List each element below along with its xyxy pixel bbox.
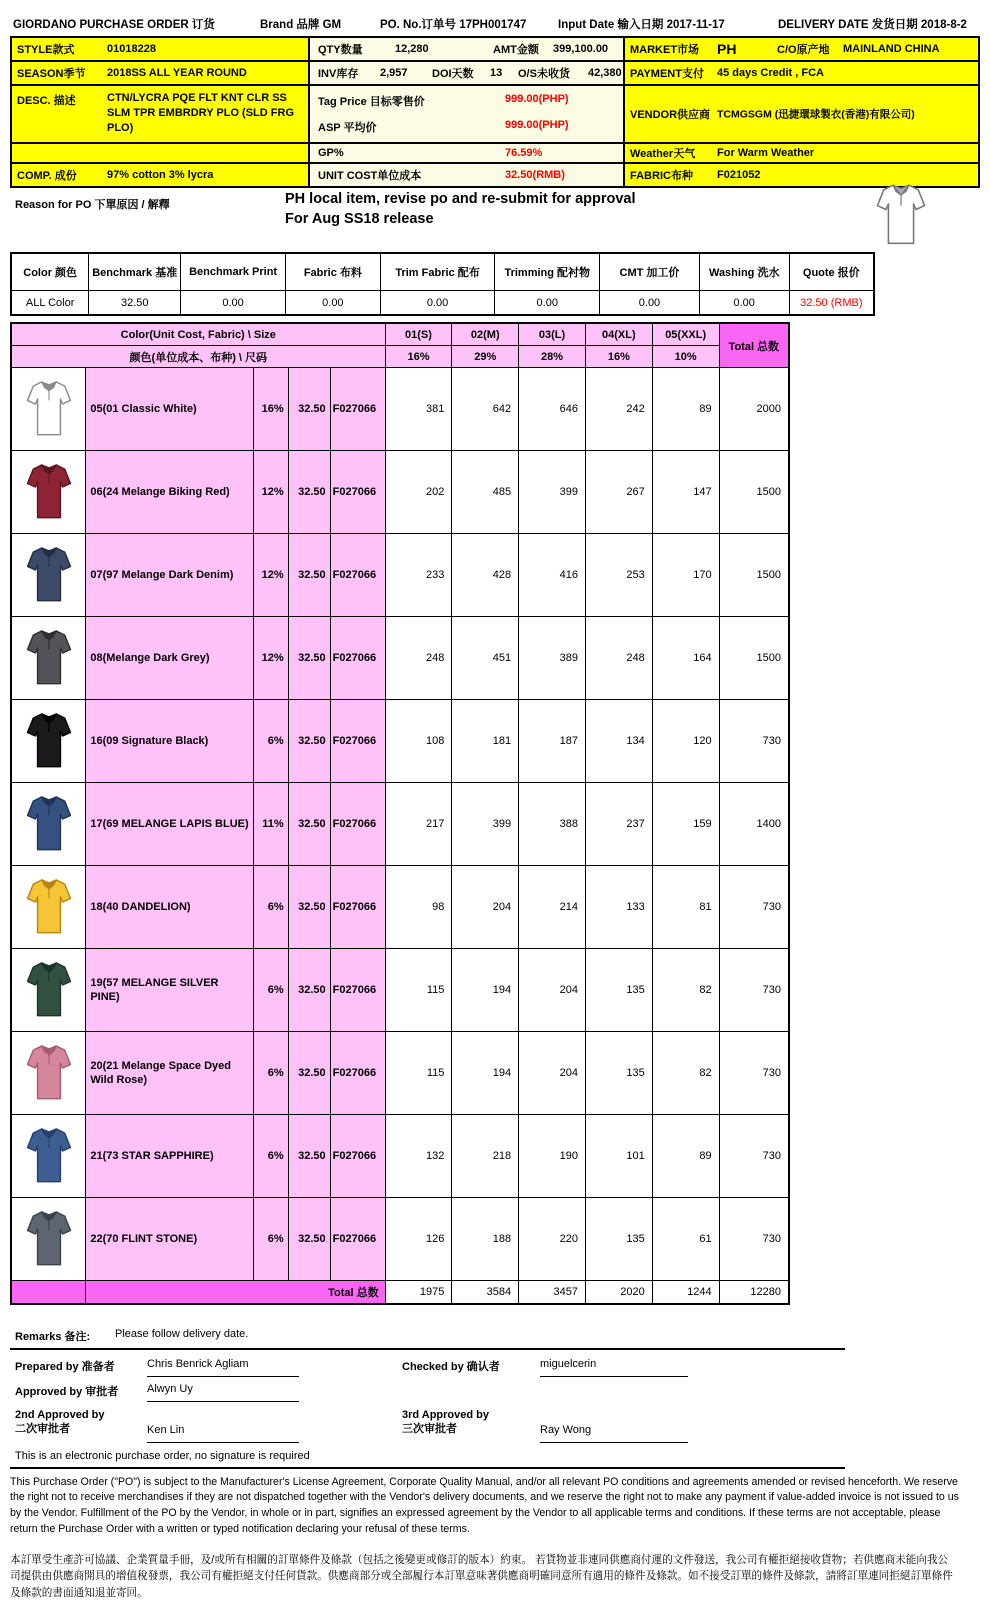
qty-value: 12,280 bbox=[395, 43, 429, 55]
fabric-code: F027066 bbox=[330, 866, 385, 949]
checked-by-value: miguelcerin bbox=[540, 1358, 688, 1377]
bench-val-benchmark-print: 0.00 bbox=[181, 291, 286, 316]
color-ratio: 6% bbox=[253, 866, 288, 949]
style-value: 01018228 bbox=[107, 43, 156, 55]
payment-label: PAYMENT支付 bbox=[630, 68, 704, 80]
qty-m: 399 bbox=[452, 783, 519, 866]
polo-shirt-icon bbox=[26, 1209, 72, 1269]
qty-l: 646 bbox=[519, 368, 586, 451]
bench-val-trimming: 0.00 bbox=[495, 291, 600, 316]
qty-l: 187 bbox=[519, 700, 586, 783]
tag-price-value: 999.00(PHP) bbox=[505, 93, 569, 105]
fabric-code: F027066 bbox=[330, 949, 385, 1032]
signature-row-1 bbox=[10, 1354, 980, 1379]
asp-label: ASP 平均价 bbox=[318, 122, 377, 134]
ratio-xl: 16% bbox=[585, 346, 652, 368]
terms-english: This Purchase Order ("PO") is subject to the Manufacturer's License Agreement, Corporate Quality Manual, and/or all relevant PO conditions and agreements amended or revised henceforth. We reserve the right not to receive merchandises if they are not dispatched together with the Vendor's delivery documents, and we reserve the right not to make any payment if value-added invoice is not issued to us by the Vendor. Fulfillment of the PO by the Vendor, in whole or in part, signifies an expressed agreement by the Vendor to all applicable terms and conditions. If these terms are not acceptable, please return the Purchase Order with a written or typed notification declaring your refusal of these terms. bbox=[10, 1475, 959, 1536]
reason-text bbox=[285, 190, 636, 229]
second-approved-by-value: Ken Lin bbox=[147, 1424, 299, 1443]
unit-cost: 32.50 bbox=[288, 368, 330, 451]
qty-m: 451 bbox=[452, 617, 519, 700]
ratio-m: 29% bbox=[452, 346, 519, 368]
size-header-row-2 bbox=[11, 346, 789, 368]
qty-s: 126 bbox=[385, 1198, 452, 1281]
qty-xxl: 159 bbox=[652, 783, 719, 866]
qty-xl: 134 bbox=[585, 700, 652, 783]
product-thumbnail-cell bbox=[11, 783, 86, 866]
row-total: 2000 bbox=[719, 368, 789, 451]
market-cell bbox=[625, 38, 978, 62]
row-total: 730 bbox=[719, 1115, 789, 1198]
qty-m: 218 bbox=[452, 1115, 519, 1198]
qty-xl: 135 bbox=[585, 1032, 652, 1115]
color-ratio: 6% bbox=[253, 1032, 288, 1115]
signature-row-3 bbox=[10, 1404, 980, 1447]
polo-sketch-icon bbox=[875, 182, 927, 248]
qty-xl: 135 bbox=[585, 949, 652, 1032]
inv-label: INV库存 bbox=[318, 68, 359, 80]
vendor-value: TCMGSGM (迅捷環球製衣(香港)有限公司) bbox=[717, 108, 915, 121]
polo-shirt-icon bbox=[26, 462, 72, 522]
reason-section bbox=[10, 188, 980, 248]
size-table-row bbox=[11, 451, 789, 534]
product-thumbnail-cell bbox=[11, 700, 86, 783]
grand-total: 12280 bbox=[719, 1281, 789, 1304]
unit-cost: 32.50 bbox=[288, 1198, 330, 1281]
qty-xl: 135 bbox=[585, 1198, 652, 1281]
qty-xxl: 89 bbox=[652, 368, 719, 451]
polo-shirt-icon bbox=[26, 960, 72, 1020]
size-table-row bbox=[11, 866, 789, 949]
size-col-xxl: 05(XXL) bbox=[652, 323, 719, 346]
qty-xl: 101 bbox=[585, 1115, 652, 1198]
size-table-row bbox=[11, 783, 789, 866]
total-qty-xxl: 1244 bbox=[652, 1281, 719, 1304]
total-qty-xl: 2020 bbox=[585, 1281, 652, 1304]
qty-m: 181 bbox=[452, 700, 519, 783]
qty-m: 204 bbox=[452, 866, 519, 949]
co-value: MAINLAND CHINA bbox=[843, 43, 940, 55]
unit-cost: 32.50 bbox=[288, 534, 330, 617]
product-thumbnail-cell bbox=[11, 1115, 86, 1198]
fabric-code: F027066 bbox=[330, 1032, 385, 1115]
ratio-s: 16% bbox=[385, 346, 452, 368]
bench-val-washing: 0.00 bbox=[699, 291, 789, 316]
qty-xxl: 170 bbox=[652, 534, 719, 617]
total-qty-m: 3584 bbox=[452, 1281, 519, 1304]
polo-shirt-icon bbox=[26, 1126, 72, 1186]
fabric-code: F027066 bbox=[330, 368, 385, 451]
market-label: MARKET市场 bbox=[630, 44, 700, 56]
third-approved-by-label: 3rd Approved by 三次审批者 bbox=[402, 1408, 489, 1435]
qty-s: 115 bbox=[385, 949, 452, 1032]
qty-s: 115 bbox=[385, 1032, 452, 1115]
size-header-row-1 bbox=[11, 323, 789, 346]
unit-cost: 32.50 bbox=[288, 949, 330, 1032]
size-table-title-cn: 颜色(单位成本、布种) \ 尺码 bbox=[11, 346, 385, 368]
color-name: 18(40 DANDELION) bbox=[86, 866, 253, 949]
reason-line-2: For Aug SS18 release bbox=[285, 210, 434, 227]
total-qty-s: 1975 bbox=[385, 1281, 452, 1304]
bench-col-benchmark: Benchmark 基准 bbox=[89, 253, 181, 291]
color-ratio: 16% bbox=[253, 368, 288, 451]
order-info-grid bbox=[10, 36, 980, 188]
color-name: 22(70 FLINT STONE) bbox=[86, 1198, 253, 1281]
fabric-code: F027066 bbox=[330, 700, 385, 783]
color-name: 19(57 MELANGE SILVER PINE) bbox=[86, 949, 253, 1032]
qty-amt-cell bbox=[310, 38, 625, 62]
fabric-code: F027066 bbox=[330, 451, 385, 534]
unit-cost: 32.50 bbox=[288, 451, 330, 534]
color-ratio: 11% bbox=[253, 783, 288, 866]
total-row-label: Total 总数 bbox=[86, 1281, 385, 1304]
row-total: 730 bbox=[719, 866, 789, 949]
qty-m: 194 bbox=[452, 1032, 519, 1115]
qty-s: 217 bbox=[385, 783, 452, 866]
style-label: STYLE款式 bbox=[17, 44, 75, 56]
qty-xl: 267 bbox=[585, 451, 652, 534]
unit-cost: 32.50 bbox=[288, 1032, 330, 1115]
qty-xxl: 61 bbox=[652, 1198, 719, 1281]
color-ratio: 6% bbox=[253, 1198, 288, 1281]
description-cell bbox=[12, 86, 310, 144]
color-ratio: 6% bbox=[253, 949, 288, 1032]
color-ratio: 6% bbox=[253, 700, 288, 783]
payment-cell bbox=[625, 62, 978, 86]
gp-label: GP% bbox=[318, 147, 344, 159]
comp-label: COMP. 成份 bbox=[17, 170, 77, 182]
prepared-by-label: Prepared by 准备者 bbox=[15, 1360, 115, 1373]
vendor-cell bbox=[625, 86, 978, 144]
ratio-xxl: 10% bbox=[652, 346, 719, 368]
topbar bbox=[10, 10, 980, 36]
size-table-row bbox=[11, 949, 789, 1032]
polo-shirt-icon bbox=[26, 794, 72, 854]
bench-val-color: ALL Color bbox=[11, 291, 89, 316]
signature-row-2 bbox=[10, 1379, 980, 1404]
desc-value: CTN/LYCRA PQE FLT KNT CLR SS SLM TPR EMBRDRY PLO (SLD FRG PLO) bbox=[107, 92, 294, 134]
market-value: PH bbox=[717, 41, 737, 57]
gp-cell bbox=[310, 144, 625, 164]
inventory-cell bbox=[310, 62, 625, 86]
qty-m: 642 bbox=[452, 368, 519, 451]
qty-l: 416 bbox=[519, 534, 586, 617]
total-column-header: Total 总数 bbox=[719, 323, 789, 368]
size-table-title: Color(Unit Cost, Fabric) \ Size bbox=[11, 323, 385, 346]
third-approved-by-value: Ray Wong bbox=[540, 1424, 688, 1443]
co-label: C/O原产地 bbox=[777, 44, 830, 56]
qty-m: 428 bbox=[452, 534, 519, 617]
benchmark-table bbox=[10, 252, 875, 316]
color-name: 16(09 Signature Black) bbox=[86, 700, 253, 783]
doi-value: 13 bbox=[490, 67, 503, 79]
color-ratio: 6% bbox=[253, 1115, 288, 1198]
reason-label: Reason for PO 下單原因 / 解釋 bbox=[15, 199, 170, 211]
qty-l: 204 bbox=[519, 949, 586, 1032]
size-total-row bbox=[11, 1281, 789, 1304]
qty-xl: 242 bbox=[585, 368, 652, 451]
unit-cost: 32.50 bbox=[288, 783, 330, 866]
checked-by-label: Checked by 确认者 bbox=[402, 1360, 500, 1373]
polo-shirt-icon bbox=[26, 379, 72, 439]
qty-s: 108 bbox=[385, 700, 452, 783]
color-ratio: 12% bbox=[253, 534, 288, 617]
comp-value: 97% cotton 3% lycra bbox=[107, 169, 214, 181]
total-qty-l: 3457 bbox=[519, 1281, 586, 1304]
product-thumbnail-cell bbox=[11, 534, 86, 617]
season-label: SEASON季节 bbox=[17, 68, 86, 80]
composition-cell bbox=[12, 164, 310, 186]
qty-xl: 133 bbox=[585, 866, 652, 949]
bench-col-trim-fabric: Trim Fabric 配布 bbox=[380, 253, 495, 291]
polo-shirt-icon bbox=[26, 711, 72, 771]
size-table-row bbox=[11, 1115, 789, 1198]
total-row-thumb-cell bbox=[11, 1281, 86, 1304]
os-label: O/S未收货 bbox=[518, 68, 570, 80]
price-cell bbox=[310, 86, 625, 144]
size-table-row bbox=[11, 1032, 789, 1115]
size-col-xl: 04(XL) bbox=[585, 323, 652, 346]
qty-xxl: 120 bbox=[652, 700, 719, 783]
bench-val-fabric: 0.00 bbox=[285, 291, 380, 316]
size-table-row bbox=[11, 534, 789, 617]
product-thumbnail-cell bbox=[11, 368, 86, 451]
terms-chinese: 本訂單受生產許可協議、企業質量手冊，及/或所有相關的訂單條件及條款（包括之後變更或修訂的版本）約束。 若貨物並非連同供應商付運的文件發送，我公司有權拒絕接收貨物；若供應商未能向我公司提供由供應商開具的增值稅發票，我公司有權拒絕支付任何貨款。供應商部分或全部履行本訂單意味著供應商明確同意所有適用的條件及條款。如不接受訂單的條件及條款，請將訂單連同拒絕訂單條件及條款的書面通知退並寄回。 bbox=[10, 1554, 953, 1599]
qty-m: 194 bbox=[452, 949, 519, 1032]
amt-label: AMT金额 bbox=[493, 44, 539, 56]
benchmark-value-row bbox=[11, 291, 874, 316]
qty-l: 399 bbox=[519, 451, 586, 534]
unit-cost-value: 32.50(RMB) bbox=[505, 169, 565, 181]
size-table-body bbox=[11, 368, 789, 1281]
polo-shirt-icon bbox=[26, 628, 72, 688]
qty-label: QTY数量 bbox=[318, 44, 363, 56]
qty-xl: 237 bbox=[585, 783, 652, 866]
qty-s: 381 bbox=[385, 368, 452, 451]
color-name: 21(73 STAR SAPPHIRE) bbox=[86, 1115, 253, 1198]
approved-by-label: Approved by 审批者 bbox=[15, 1385, 119, 1398]
size-col-s: 01(S) bbox=[385, 323, 452, 346]
polo-shirt-icon bbox=[26, 877, 72, 937]
benchmark-header-row bbox=[11, 253, 874, 291]
color-name: 05(01 Classic White) bbox=[86, 368, 253, 451]
empty-yellow-cell bbox=[12, 144, 310, 164]
bench-col-color: Color 颜色 bbox=[11, 253, 89, 291]
os-value: 42,380 bbox=[588, 67, 622, 79]
color-name: 20(21 Melange Space Dyed Wild Rose) bbox=[86, 1032, 253, 1115]
product-thumbnail-cell bbox=[11, 617, 86, 700]
polo-shirt-icon bbox=[26, 545, 72, 605]
polo-shirt-icon bbox=[26, 1043, 72, 1103]
row-total: 1400 bbox=[719, 783, 789, 866]
prepared-by-value: Chris Benrick Agliam bbox=[147, 1358, 299, 1377]
product-thumbnail-cell bbox=[11, 1198, 86, 1281]
qty-xxl: 147 bbox=[652, 451, 719, 534]
product-thumbnail-cell bbox=[11, 1032, 86, 1115]
qty-s: 98 bbox=[385, 866, 452, 949]
second-approved-by-label: 2nd Approved by 二次审批者 bbox=[15, 1408, 105, 1435]
unit-cost: 32.50 bbox=[288, 1115, 330, 1198]
qty-l: 220 bbox=[519, 1198, 586, 1281]
payment-value: 45 days Credit , FCA bbox=[717, 67, 824, 79]
row-total: 1500 bbox=[719, 617, 789, 700]
qty-l: 389 bbox=[519, 617, 586, 700]
size-breakdown-table bbox=[10, 322, 790, 1305]
unit-cost-label: UNIT COST单位成本 bbox=[318, 170, 422, 182]
unit-cost-cell bbox=[310, 164, 625, 186]
product-thumbnail-cell bbox=[11, 451, 86, 534]
color-name: 08(Melange Dark Grey) bbox=[86, 617, 253, 700]
qty-xl: 248 bbox=[585, 617, 652, 700]
size-table-row bbox=[11, 368, 789, 451]
bench-val-trim-fabric: 0.00 bbox=[380, 291, 495, 316]
bench-col-fabric: Fabric 布料 bbox=[285, 253, 380, 291]
style-cell bbox=[12, 38, 310, 62]
ratio-l: 28% bbox=[519, 346, 586, 368]
fabric-code: F027066 bbox=[330, 1115, 385, 1198]
bench-col-washing: Washing 洗水 bbox=[699, 253, 789, 291]
doi-label: DOI天数 bbox=[432, 68, 474, 80]
qty-l: 204 bbox=[519, 1032, 586, 1115]
season-value: 2018SS ALL YEAR ROUND bbox=[107, 67, 247, 79]
row-total: 730 bbox=[719, 949, 789, 1032]
input-date-field: Input Date 输入日期 2017-11-17 bbox=[558, 19, 725, 31]
unit-cost: 32.50 bbox=[288, 866, 330, 949]
brand-field: Brand 品牌 GM bbox=[260, 19, 342, 31]
product-thumbnail-cell bbox=[11, 866, 86, 949]
size-col-m: 02(M) bbox=[452, 323, 519, 346]
qty-m: 485 bbox=[452, 451, 519, 534]
qty-m: 188 bbox=[452, 1198, 519, 1281]
amt-value: 399,100.00 bbox=[553, 43, 609, 55]
qty-xxl: 81 bbox=[652, 866, 719, 949]
qty-s: 202 bbox=[385, 451, 452, 534]
bench-col-benchmark-print: Benchmark Print bbox=[181, 253, 286, 291]
row-total: 730 bbox=[719, 1032, 789, 1115]
asp-value: 999.00(PHP) bbox=[505, 119, 569, 131]
fabric-code: F027066 bbox=[330, 1198, 385, 1281]
qty-s: 248 bbox=[385, 617, 452, 700]
inv-value: 2,957 bbox=[380, 67, 408, 79]
qty-xxl: 89 bbox=[652, 1115, 719, 1198]
po-number-field: PO. No.订单号 17PH001747 bbox=[380, 19, 527, 31]
bench-val-quote: 32.50 (RMB) bbox=[789, 291, 874, 316]
weather-value: For Warm Weather bbox=[717, 147, 815, 159]
size-col-l: 03(L) bbox=[519, 323, 586, 346]
weather-label: Weather天气 bbox=[630, 148, 696, 160]
page-title: GIORDANO PURCHASE ORDER 订货 bbox=[13, 19, 215, 31]
vendor-label: VENDOR供应商 bbox=[630, 109, 711, 121]
thick-divider-line bbox=[10, 1467, 845, 1469]
color-name: 06(24 Melange Biking Red) bbox=[86, 451, 253, 534]
row-total: 1500 bbox=[719, 451, 789, 534]
delivery-date-field: DELIVERY DATE 发货日期 2018-8-2 bbox=[778, 19, 967, 31]
reason-line-1: PH local item, revise po and re-submit for approval bbox=[285, 191, 636, 207]
color-ratio: 12% bbox=[253, 617, 288, 700]
desc-label: DESC. 描述 bbox=[17, 95, 76, 107]
weather-cell bbox=[625, 144, 978, 164]
fabric-label: FABRIC布种 bbox=[630, 170, 693, 182]
qty-s: 233 bbox=[385, 534, 452, 617]
bench-col-quote: Quote 报价 bbox=[789, 253, 874, 291]
approved-by-value: Alwyn Uy bbox=[147, 1383, 299, 1402]
size-table-row bbox=[11, 700, 789, 783]
fabric-code: F027066 bbox=[330, 617, 385, 700]
qty-l: 190 bbox=[519, 1115, 586, 1198]
qty-xxl: 82 bbox=[652, 1032, 719, 1115]
color-name: 07(97 Melange Dark Denim) bbox=[86, 534, 253, 617]
remarks-label: Remarks 备注: bbox=[15, 1330, 91, 1343]
electronic-note: This is an electronic purchase order, no signature is required bbox=[15, 1449, 310, 1462]
fabric-code: F027066 bbox=[330, 783, 385, 866]
remarks-row bbox=[10, 1325, 980, 1347]
row-total: 730 bbox=[719, 700, 789, 783]
color-ratio: 12% bbox=[253, 451, 288, 534]
row-total: 1500 bbox=[719, 534, 789, 617]
gp-value: 76.59% bbox=[505, 147, 543, 159]
bench-col-trimming: Trimming 配衬物 bbox=[495, 253, 600, 291]
fabric-value: F021052 bbox=[717, 169, 761, 181]
bench-val-benchmark: 32.50 bbox=[89, 291, 181, 316]
bench-col-cmt: CMT 加工价 bbox=[600, 253, 700, 291]
unit-cost: 32.50 bbox=[288, 700, 330, 783]
qty-xl: 253 bbox=[585, 534, 652, 617]
bench-val-cmt: 0.00 bbox=[600, 291, 700, 316]
remarks-value: Please follow delivery date. bbox=[115, 1327, 249, 1340]
size-table-row bbox=[11, 617, 789, 700]
product-thumbnail-cell bbox=[11, 949, 86, 1032]
color-name: 17(69 MELANGE LAPIS BLUE) bbox=[86, 783, 253, 866]
footer-section bbox=[10, 1325, 980, 1602]
qty-xxl: 82 bbox=[652, 949, 719, 1032]
qty-l: 214 bbox=[519, 866, 586, 949]
qty-s: 132 bbox=[385, 1115, 452, 1198]
size-table-row bbox=[11, 1198, 789, 1281]
unit-cost: 32.50 bbox=[288, 617, 330, 700]
row-total: 730 bbox=[719, 1198, 789, 1281]
season-cell bbox=[12, 62, 310, 86]
tag-price-label: Tag Price 目标零售价 bbox=[318, 96, 425, 108]
qty-l: 388 bbox=[519, 783, 586, 866]
qty-xxl: 164 bbox=[652, 617, 719, 700]
divider-line bbox=[10, 1348, 845, 1350]
fabric-code: F027066 bbox=[330, 534, 385, 617]
